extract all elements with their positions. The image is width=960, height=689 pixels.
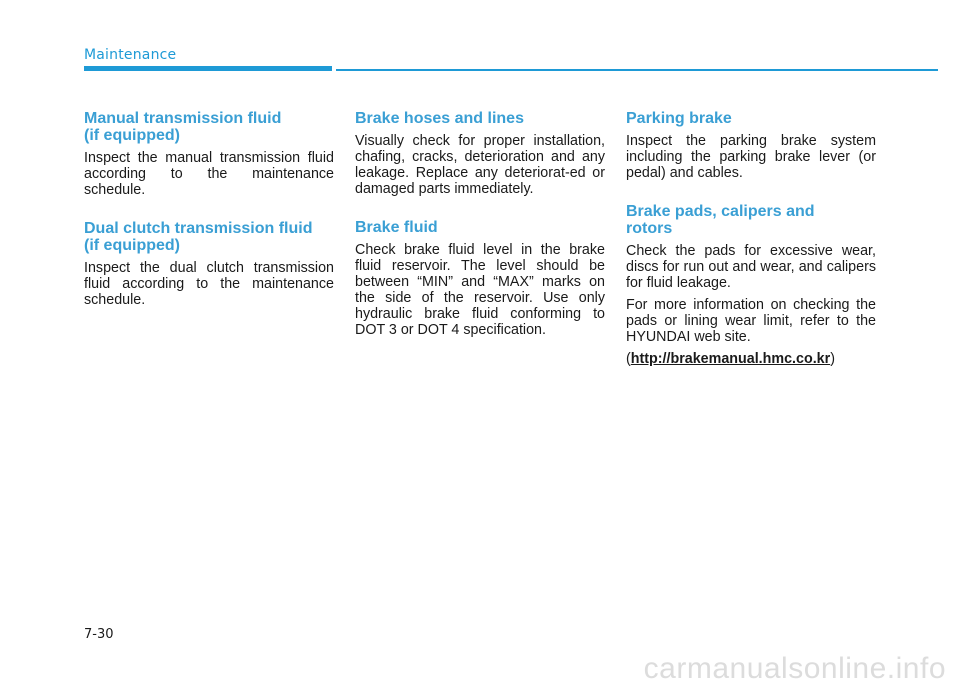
paragraph-manual-transmission-fluid: Inspect the manual transmission fluid according to the maintenance schedule. [84,150,334,198]
heading-line: (if equipped) [84,127,180,144]
paragraph-brake-manual-link [626,351,876,367]
heading-line: rotors [626,220,673,237]
paragraph-brake-pads-more-info: For more information on checking the pads or lining wear limit, refer to the HYUNDAI web site. [626,297,876,345]
header-rule-thick [84,66,332,71]
column-left [84,110,334,330]
paragraph-brake-pads-check: Check the pads for excessive wear, discs for run out and wear, and calipers for fluid leakage. [626,243,876,291]
heading-brake-pads-calipers-rotors [626,203,876,237]
heading-brake-hoses-and-lines: Brake hoses and lines [355,110,524,127]
heading-line: (if equipped) [84,237,180,254]
heading-parking-brake: Parking brake [626,110,732,127]
heading-dual-clutch-transmission-fluid [84,220,334,254]
link-paren-open: ( [626,351,631,367]
brake-manual-link[interactable]: http://brakemanual.hmc.co.kr [630,351,831,367]
heading-line: Brake pads, calipers and [626,203,815,220]
watermark: carmanualsonline.info [643,652,946,685]
heading-manual-transmission-fluid [84,110,334,144]
paragraph-parking-brake: Inspect the parking brake system including the parking brake lever (or pedal) and cables. [626,133,876,181]
column-middle [355,110,605,360]
paragraph-brake-hoses-and-lines: Visually check for proper installation, chafing, cracks, deterioration and any leakage. Replace any deteriorat-ed or damaged parts immediately. [355,133,605,197]
header-rule-thin [336,69,938,71]
paragraph-dual-clutch-transmission-fluid: Inspect the dual clutch transmission fluid according to the maintenance schedule. [84,260,334,308]
paragraph-brake-fluid: Check brake fluid level in the brake fluid reservoir. The level should be between “MIN” and “MAX” marks on the side of the reservoir. Use only hydraulic brake fluid conforming to DOT 3 or DOT 4 specification. [355,242,605,338]
section-label: Maintenance [84,47,177,63]
link-paren-close: ) [830,351,835,367]
page-number: 7-30 [84,627,114,642]
heading-line: Dual clutch transmission fluid [84,220,313,237]
heading-brake-fluid: Brake fluid [355,219,438,236]
column-right [626,110,876,389]
heading-line: Manual transmission fluid [84,110,282,127]
